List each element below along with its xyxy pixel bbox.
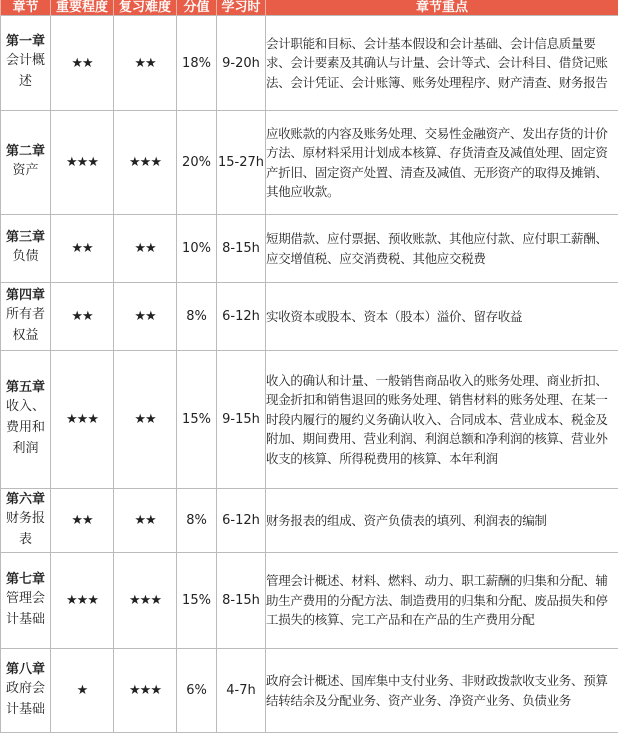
chapter-cell	[1, 553, 51, 649]
key-points-cell: 应收账款的内容及账务处理、交易性金融资产、发出存货的计价方法、原材料采用计划成本核算、存货清查及减值处理、固定资产折旧、固定资产处置、清查及减值、无形资产的取得及摊销、其他应收款。	[266, 111, 618, 215]
difficulty-stars: ★★	[114, 215, 177, 283]
difficulty-stars: ★★★	[114, 649, 177, 733]
header-study-hours: 学习时	[217, 0, 266, 16]
difficulty-stars: ★★	[114, 283, 177, 351]
score-cell: 20%	[177, 111, 217, 215]
score-cell: 6%	[177, 649, 217, 733]
chapter-cell	[1, 351, 51, 489]
header-row	[1, 0, 618, 16]
chapter-name: 财务报表	[5, 510, 45, 547]
table-row	[1, 553, 618, 649]
header-chapter: 章节	[1, 0, 51, 16]
table-row	[1, 351, 618, 489]
table-row	[1, 283, 618, 351]
hours-cell: 9-15h	[217, 351, 266, 489]
score-cell: 15%	[177, 553, 217, 649]
chapter-name: 所有者权益	[5, 306, 45, 343]
key-points-cell: 实收资本或股本、资本（股本）溢价、留存收益	[266, 283, 618, 351]
hours-cell: 6-12h	[217, 489, 266, 553]
chapter-number: 第四章	[5, 287, 45, 303]
chapter-cell	[1, 16, 51, 111]
difficulty-stars: ★★★	[114, 111, 177, 215]
difficulty-stars: ★★	[114, 16, 177, 111]
chapter-number: 第八章	[5, 661, 45, 677]
header-difficulty: 复习难度	[114, 0, 177, 16]
chapter-cell	[1, 215, 51, 283]
chapter-name: 资产	[12, 163, 39, 178]
key-points-cell: 短期借款、应付票据、预收账款、其他应付款、应付职工薪酬、应交增值税、应交消费税、其他应交税费	[266, 215, 618, 283]
hours-cell: 15-27h	[217, 111, 266, 215]
chapter-number: 第三章	[5, 230, 45, 245]
difficulty-stars: ★★	[114, 351, 177, 489]
key-points-cell: 会计职能和目标、会计基本假设和会计基础、会计信息质量要求、会计要素及其确认与计量、会计等式、会计科目、借贷记账法、会计凭证、会计账簿、账务处理程序、财产清查、财务报告	[266, 16, 618, 111]
score-cell: 8%	[177, 489, 217, 553]
chapter-number: 第六章	[5, 491, 45, 507]
key-points-cell: 管理会计概述、材料、燃料、动力、职工薪酬的归集和分配、辅助生产费用的分配方法、制造费用的归集和分配、废品损失和停工损失的核算、完工产品和在产品的生产费用分配	[266, 553, 618, 649]
chapter-number: 第七章	[5, 571, 45, 587]
score-cell: 8%	[177, 283, 217, 351]
chapter-name: 管理会计基础	[5, 590, 45, 627]
importance-stars: ★★	[51, 215, 114, 283]
importance-stars: ★★★	[51, 351, 114, 489]
hours-cell: 6-12h	[217, 283, 266, 351]
key-points-cell: 收入的确认和计量、一般销售商品收入的账务处理、商业折扣、现金折扣和销售退回的账务处理、销售材料的账务处理、在某一时段内履行的履约义务确认收入、合同成本、营业成本、税金及附加、期间费用、营业利润、利润总额和净利润的核算、营业外收支的核算、所得税费用的核算、本年利润	[266, 351, 618, 489]
chapter-name: 会计概述	[5, 53, 45, 89]
table-row	[1, 215, 618, 283]
difficulty-stars: ★★★	[114, 553, 177, 649]
table-row	[1, 489, 618, 553]
chapter-cell	[1, 649, 51, 733]
importance-stars: ★★	[51, 489, 114, 553]
importance-stars: ★★	[51, 16, 114, 111]
importance-stars: ★★★	[51, 553, 114, 649]
score-cell: 18%	[177, 16, 217, 111]
header-score: 分值	[177, 0, 217, 16]
table-row	[1, 16, 618, 111]
hours-cell: 9-20h	[217, 16, 266, 111]
chapter-cell	[1, 283, 51, 351]
chapter-number: 第二章	[5, 144, 45, 159]
chapter-number: 第一章	[5, 34, 45, 49]
header-importance: 重要程度	[51, 0, 114, 16]
table-row	[1, 111, 618, 215]
table-row	[1, 649, 618, 733]
chapter-cell	[1, 489, 51, 553]
key-points-cell: 政府会计概述、国库集中支付业务、非财政拨款收支业务、预算结转结余及分配业务、资产业务、净资产业务、负债业务	[266, 649, 618, 733]
key-points-cell: 财务报表的组成、资产负债表的填列、利润表的编制	[266, 489, 618, 553]
chapter-number: 第五章	[5, 380, 45, 395]
hours-cell: 4-7h	[217, 649, 266, 733]
chapter-name: 收入、费用和利润	[5, 399, 45, 456]
score-cell: 15%	[177, 351, 217, 489]
chapter-name: 政府会计基础	[5, 680, 45, 717]
hours-cell: 8-15h	[217, 553, 266, 649]
chapter-cell	[1, 111, 51, 215]
importance-stars: ★★	[51, 283, 114, 351]
importance-stars: ★	[51, 649, 114, 733]
chapter-name: 负债	[12, 249, 39, 264]
score-cell: 10%	[177, 215, 217, 283]
hours-cell: 8-15h	[217, 215, 266, 283]
importance-stars: ★★★	[51, 111, 114, 215]
difficulty-stars: ★★	[114, 489, 177, 553]
header-key-points: 章节重点	[266, 0, 618, 16]
